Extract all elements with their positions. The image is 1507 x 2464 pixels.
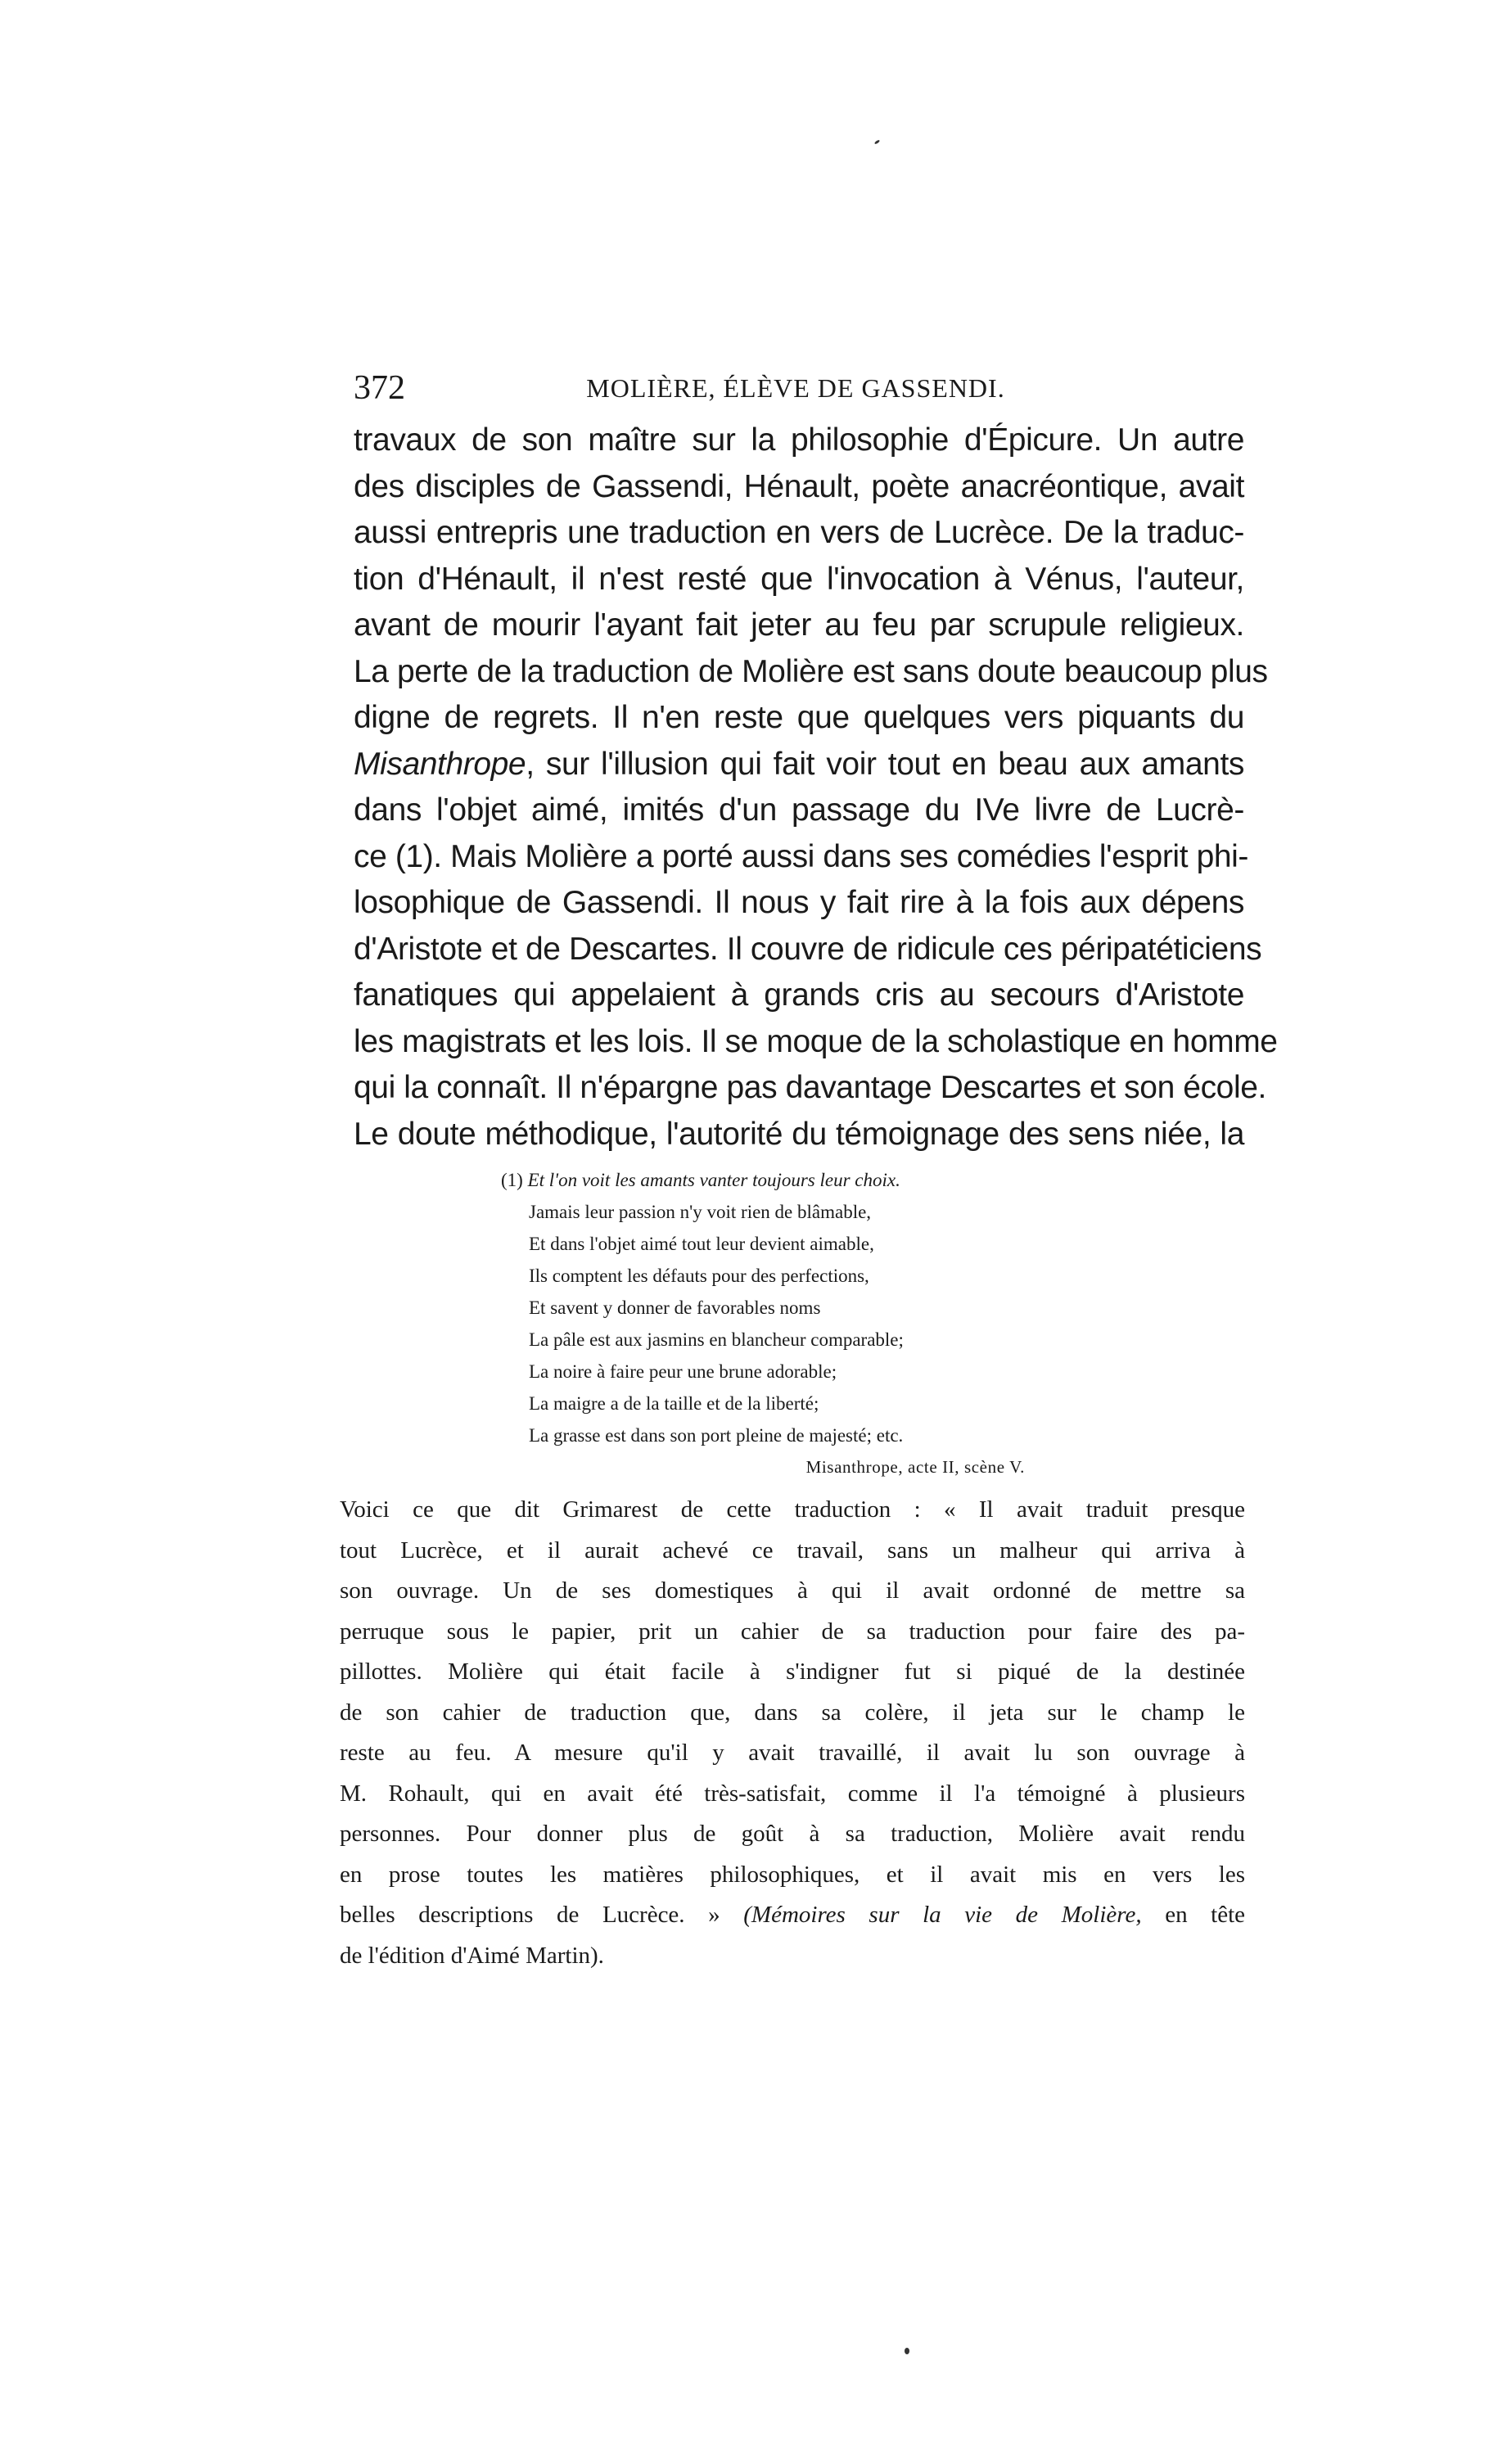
verse-line: Et dans l'objet aimé tout leur devient aimable, (529, 1234, 874, 1254)
italic-title: Misanthrope (354, 746, 526, 782)
page-header (354, 363, 1238, 413)
body-line: des disciples de Gassendi, Hénault, poète anacréontique, avait (354, 468, 1244, 504)
body-line: dans l'objet aimé, imités d'un passage du IVe livre de Lucrè- (354, 792, 1244, 828)
prose-line: personnes. Pour donner plus de goût à sa traduction, Molière avait rendu (340, 1821, 1245, 1847)
body-line: ce (1). Mais Molière a porté aussi dans ses comédies l'esprit phi- (354, 838, 1249, 874)
body-line: La perte de la traduction de Molière est sans doute beaucoup plus (354, 653, 1268, 689)
prose-line: pillottes. Molière qui était facile à s'indigner fut si piqué de la destinée (340, 1658, 1245, 1685)
body-line-with-italic (354, 742, 1244, 788)
body-line: aussi entrepris une traduction en vers de Lucrèce. De la traduc- (354, 515, 1244, 550)
body-line: travaux de son maître sur la philosophie d'Épicure. Un autre (354, 422, 1244, 458)
body-line: les magistrats et les lois. Il se moque de la scholastique en homme (354, 1023, 1278, 1059)
body-line: avant de mourir l'ayant fait jeter au feu par scrupule religieux. (354, 607, 1244, 643)
scan-speck (905, 2348, 909, 2354)
verse-source: Misanthrope, acte II, scène V. (805, 1457, 1025, 1477)
prose-line: en prose toutes les matières philosophiques, et il avait mis en vers les (340, 1861, 1245, 1888)
page-number: 372 (354, 369, 405, 407)
prose-text: belles descriptions de Lucrèce. » (340, 1902, 744, 1928)
body-line: tion d'Hénault, il n'est resté que l'invocation à Vénus, l'auteur, (354, 561, 1244, 597)
verse-line: Jamais leur passion n'y voit rien de blâmable, (529, 1202, 872, 1222)
prose-line: de l'édition d'Aimé Martin). (340, 1942, 604, 1969)
body-line: d'Aristote et de Descartes. Il couvre de ridicule ces péripatéticiens (354, 931, 1262, 967)
body-line: digne de regrets. Il n'en reste que quelques vers piquants du (354, 700, 1244, 735)
body-line: fanatiques qui appelaient à grands cris au secours d'Aristote (354, 977, 1244, 1013)
body-line-rest: , sur l'illusion qui fait voir tout en beau aux amants (526, 746, 1244, 782)
prose-line: M. Rohault, qui en avait été très-satisfait, comme il l'a témoigné à plusieurs (340, 1780, 1245, 1807)
verse-line: La grasse est dans son port pleine de majesté; etc. (529, 1425, 904, 1446)
verse-line-italic: Et l'on voit les amants vanter toujours leur choix. (527, 1170, 900, 1190)
body-line: losophique de Gassendi. Il nous y fait rire à la fois aux dépens (354, 885, 1244, 920)
footnote-marker: (1) (501, 1170, 528, 1190)
body-line: qui la connaît. Il n'épargne pas davantage Descartes et son école. (354, 1070, 1266, 1105)
footnote-verse-quotation (501, 1164, 1074, 1483)
verse-line: La noire à faire peur une brune adorable; (529, 1361, 837, 1382)
verse-line: La pâle est aux jasmins en blancheur comparable; (529, 1329, 904, 1350)
citation-tail: en tête (1141, 1902, 1246, 1928)
footnote-prose (340, 1490, 1245, 1976)
prose-line: son ouvrage. Un de ses domestiques à qui il avait ordonné de mettre sa (340, 1577, 1245, 1604)
running-head: MOLIÈRE, ÉLÈVE DE GASSENDI. (586, 373, 1005, 403)
prose-line: Voici ce que dit Grimarest de cette traduction : « Il avait traduit presque (340, 1496, 1245, 1523)
prose-line: perruque sous le papier, prit un cahier de sa traduction pour faire des pa- (340, 1618, 1245, 1645)
verse-line: La maigre a de la taille et de la liberté; (529, 1393, 819, 1414)
verse-line: Et savent y donner de favorables noms (529, 1297, 821, 1318)
prose-line: tout Lucrèce, et il aurait achevé ce travail, sans un malheur qui arriva à (340, 1537, 1245, 1564)
verse-line-first (501, 1164, 1074, 1196)
prose-line-with-citation (340, 1895, 1245, 1936)
citation-italic: (Mémoires sur la vie de Molière, (743, 1902, 1142, 1928)
body-line: Le doute méthodique, l'autorité du témoignage des sens niée, la (354, 1116, 1244, 1152)
prose-line: de son cahier de traduction que, dans sa colère, il jeta sur le champ le (340, 1699, 1245, 1726)
scan-speck (874, 139, 880, 144)
prose-line: reste au feu. A mesure qu'il y avait travaillé, il avait lu son ouvrage à (340, 1740, 1245, 1766)
verse-line: Ils comptent les défauts pour des perfections, (529, 1266, 869, 1286)
main-body-text (354, 417, 1278, 1158)
